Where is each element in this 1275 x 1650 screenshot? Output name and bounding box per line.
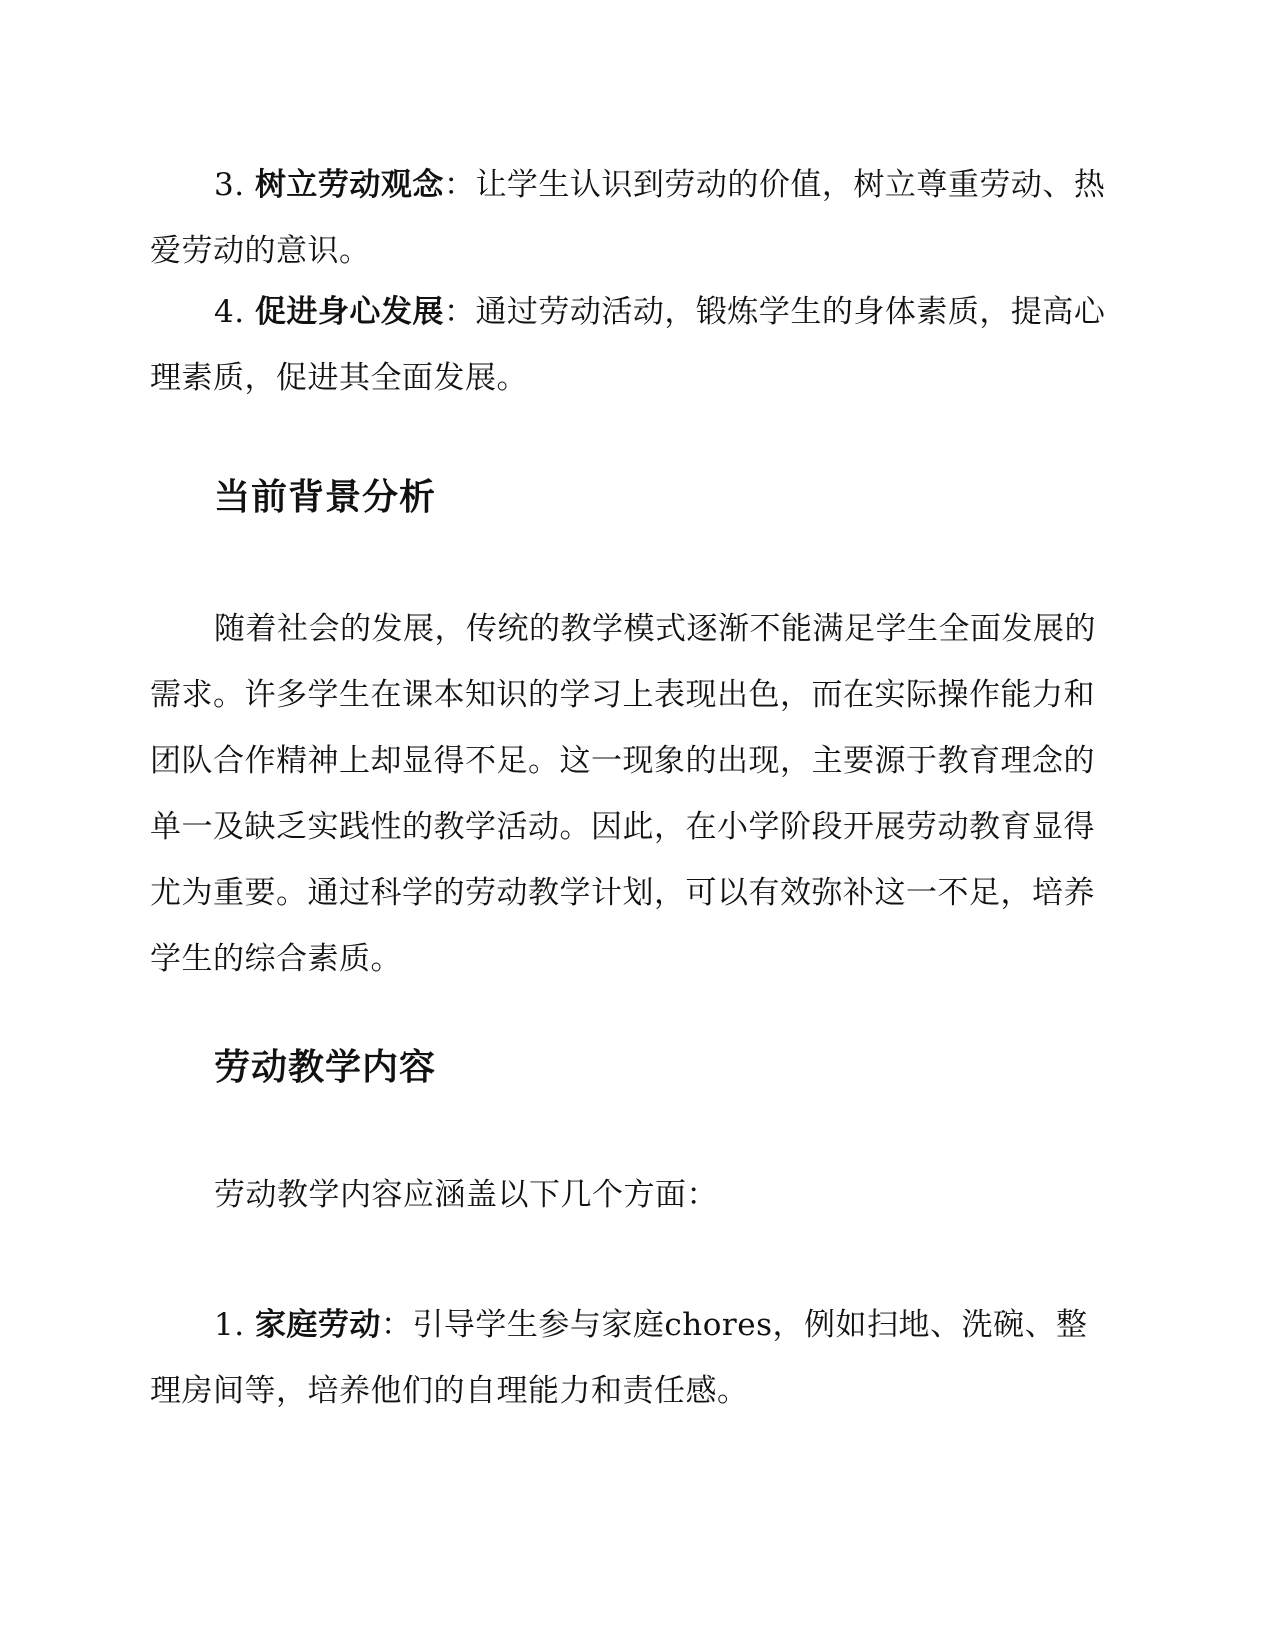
item-text: 引导学生参与家庭chores，例如扫地、洗碗、整理房间等，培养他们的自理能力和责任感。 — [150, 1307, 1088, 1409]
item-number: 4. — [214, 294, 255, 330]
item-separator: ： — [443, 167, 476, 203]
background-paragraph: 随着社会的发展，传统的教学模式逐渐不能满足学生全面发展的需求。许多学生在课本知识的学习上表现出色，而在实际操作能力和团队合作精神上却显得不足。这一现象的出现，主要源于教育理念的单一及缺乏实践性的教学活动。因此，在小学阶段开展劳动教育显得尤为重要。通过科学的劳动教学计划，可以有效弥补这一不足，培养学生的综合素质。 — [150, 611, 1096, 977]
item-term: 树立劳动观念 — [254, 167, 444, 203]
item-text: 让学生认识到劳动的价值，树立尊重劳动、热爱劳动的意识。 — [150, 167, 1106, 269]
item-term: 家庭劳动 — [254, 1307, 381, 1343]
item-separator: ： — [443, 294, 476, 330]
section-heading-content: 劳动教学内容 — [214, 1047, 437, 1088]
item-text: 通过劳动活动，锻炼学生的身体素质，提高心理素质，促进其全面发展。 — [150, 294, 1106, 396]
item-separator: ： — [380, 1307, 413, 1343]
list-item-goal-3 — [150, 152, 1110, 284]
item-number: 1. — [214, 1307, 255, 1343]
section-heading-background: 当前背景分析 — [214, 477, 437, 518]
list-item-goal-4 — [150, 279, 1110, 411]
content-intro: 劳动教学内容应涵盖以下几个方面： — [214, 1177, 718, 1213]
item-number: 3. — [214, 167, 255, 203]
list-item-content-1 — [150, 1292, 1110, 1424]
item-term: 促进身心发展 — [254, 294, 444, 330]
